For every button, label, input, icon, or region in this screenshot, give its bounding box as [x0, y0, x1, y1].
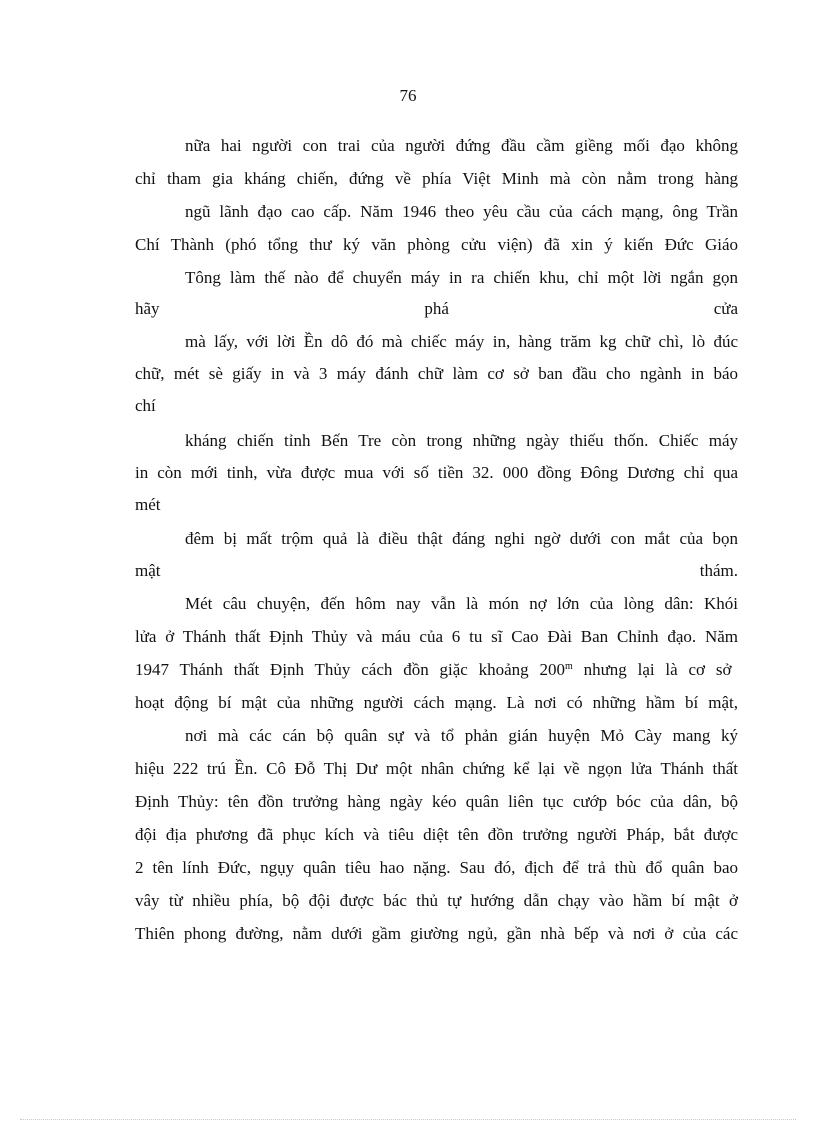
text-line: 2 tên lính Đức, ngụy quân tiêu hao nặng. Sau đó, địch để trả thù đổ quân bao: [135, 858, 738, 877]
text-line: Chí Thành (phó tổng thư ký văn phòng cửu viện) đã xin ý kiến Đức Giáo: [135, 235, 738, 254]
text-line: [135, 660, 731, 680]
text-line: hiệu 222 trú Ền. Cô Đỗ Thị Dư một nhân chứng kể lại về ngọn lửa Thánh thất: [135, 759, 738, 778]
text-line: mét: [135, 495, 161, 514]
text-line: Mét câu chuyện, đến hôm nay vẫn là món nợ lớn của lòng dân: Khói: [185, 594, 738, 613]
text-line: nữa hai người con trai của người đứng đầu cầm giềng mối đạo không: [185, 136, 738, 155]
spread-word: phá: [424, 299, 449, 318]
text-line: hoạt động bí mật của những người cách mạng. Là nơi có những hầm bí mật,: [135, 693, 738, 712]
spread-line: [135, 561, 738, 581]
text-line: chỉ tham gia kháng chiến, đứng về phía Việt Minh mà còn nằm trong hàng: [135, 169, 738, 188]
text-line: nơi mà các cán bộ quân sự và tổ phản gián huyện Mỏ Cày mang ký: [185, 726, 738, 745]
text-line: mà lấy, với lời Ền dô đó mà chiếc máy in, hàng trăm kg chữ chì, lò đúc: [185, 332, 738, 351]
text-segment: 1947 Thánh thất Định Thủy cách đồn giặc khoảng 200: [135, 660, 565, 679]
page-number: 76: [399, 86, 417, 105]
text-line: in còn mới tinh, vừa được mua với số tiền 32. 000 đồng Đông Dương chỉ qua: [135, 463, 738, 482]
text-line: Tông làm thế nào để chuyển máy in ra chiến khu, chỉ một lời ngắn gọn: [185, 268, 738, 287]
text-line: lửa ở Thánh thất Định Thủy và máu của 6 tu sĩ Cao Đài Ban Chỉnh đạo. Năm: [135, 627, 738, 646]
footer-divider: [20, 1119, 796, 1120]
text-line: chí: [135, 396, 156, 415]
spread-word: mật: [135, 561, 161, 580]
text-line: Thiên phong đường, nằm dưới gầm giường ngủ, gần nhà bếp và nơi ở của các: [135, 924, 738, 943]
text-line: kháng chiến tỉnh Bến Tre còn trong những ngày thiếu thốn. Chiếc máy: [185, 431, 738, 450]
text-segment: nhưng lại là cơ sở: [583, 660, 732, 679]
spread-word: hãy: [135, 299, 160, 318]
text-line: vây từ nhiều phía, bộ đội được bác thủ tự hướng dẫn chạy vào hầm bí mật ở: [135, 891, 738, 910]
text-line: Định Thủy: tên đồn trưởng hàng ngày kéo quân liên tục cướp bóc của dân, bộ: [135, 792, 738, 811]
spread-word: thám.: [699, 561, 738, 580]
spread-line: [135, 299, 738, 319]
text-line: ngũ lãnh đạo cao cấp. Năm 1946 theo yêu cầu của cách mạng, ông Trần: [185, 202, 738, 221]
text-line: đêm bị mất trộm quả là điều thật đáng nghi ngờ dưới con mắt của bọn: [185, 529, 738, 548]
spread-word: cửa: [713, 299, 738, 318]
text-line: chữ, mét sè giấy in và 3 máy đánh chữ làm cơ sở ban đầu cho ngành in báo: [135, 364, 738, 383]
superscript: m: [564, 661, 573, 672]
text-line: đội địa phương đã phục kích và tiêu diệt tên đồn trưởng người Pháp, bắt được: [135, 825, 738, 844]
